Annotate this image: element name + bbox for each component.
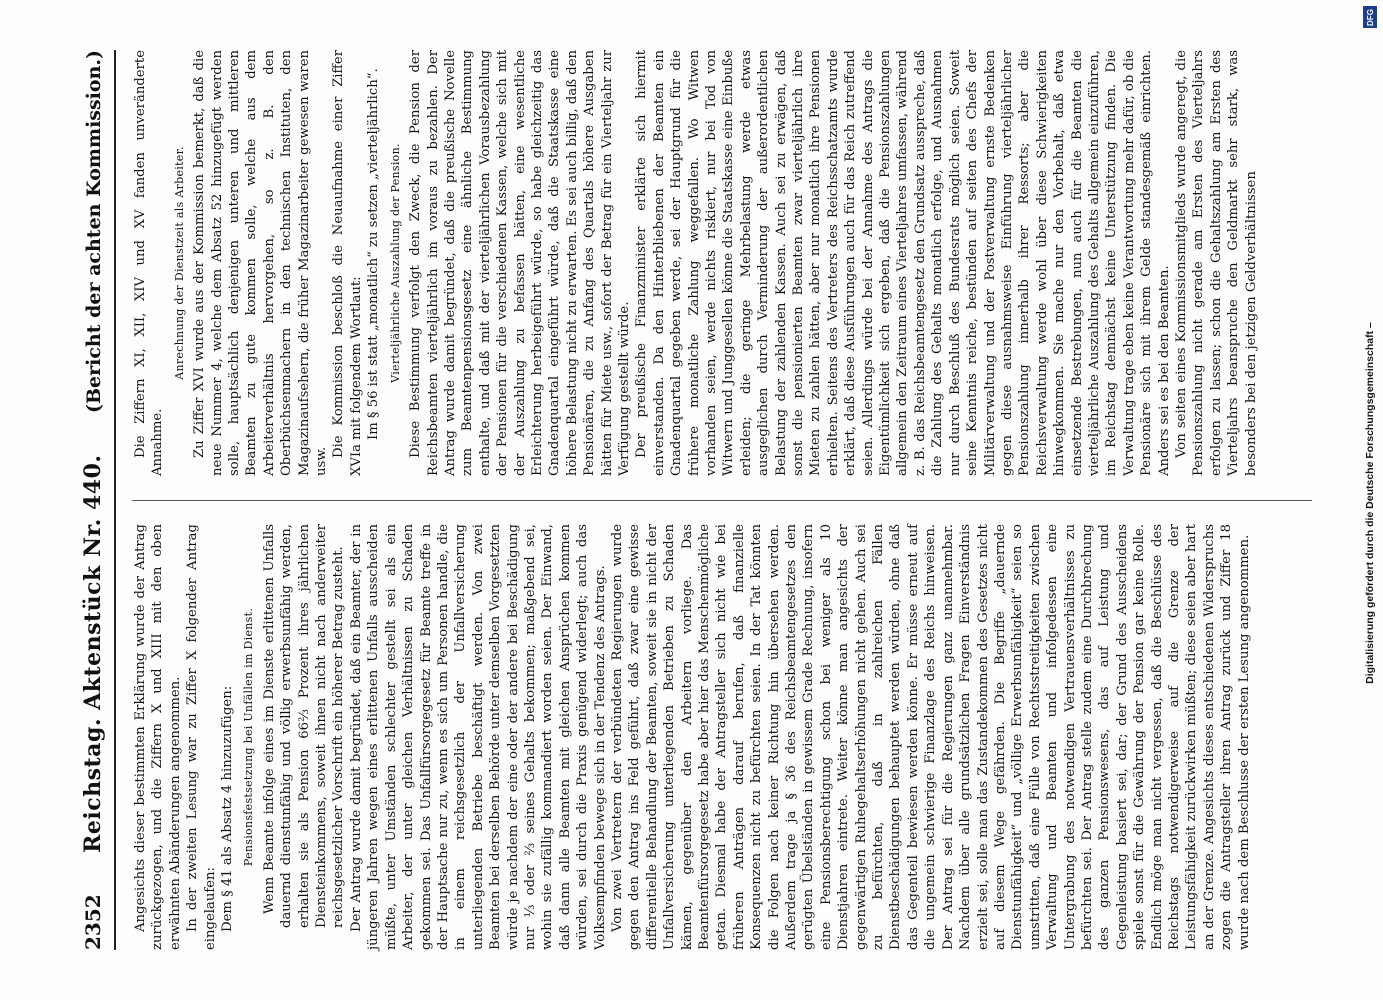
digitization-credit — [1361, 8, 1379, 998]
dfg-logo — [1363, 6, 1377, 28]
subheading: Anrechnung der Dienstzeit als Arbeiter. — [172, 146, 186, 380]
paragraph: Zu Ziffer XVI wurde aus der Kommission bemerkt, daß die neue Nummer 4, welche dem Absatz 52 hinzugefügt werden solle, hauptsächlich denjenigen unteren und mittleren Beamten zu gute kommen solle, welche aus dem Arbeiterverhältnis hervorgehen, so z. B. den Oberbüchsenmachern in den technischen Instituten, den Magazinaufsehern, die früher Magazinarbeiter gewesen waren usw. — [191, 50, 329, 476]
page-number: 2352 — [80, 894, 105, 950]
document-page — [62, 50, 1322, 950]
subheading: Vierteljährliche Auszahlung der Pension. — [388, 143, 402, 383]
right-column — [132, 50, 1260, 476]
dfg-logo-text: DFG — [1365, 8, 1375, 26]
paragraph: Die Kommission beschloß die Neuaufnahme einer Ziffer XVIa mit folgendem Wortlaut: — [330, 50, 364, 476]
subheading: Pensionsfestsetzung bei Unfällen im Dienst. — [241, 607, 255, 867]
credit-text: Digitalisierung gefördert durch die Deutsche Forschungsgemeinschaft – — [1364, 322, 1376, 684]
page-title: Reichstag. Aktenstück Nr. 440. — [79, 454, 106, 853]
paragraph: Der preußische Finanzminister erklärte sich hiermit einverstanden. Da den Hinterbliebenen der Beamten ein Gnadenquartal gegeben werde, sei der Hauptgrund für die frühere monatliche Zahlung weggefallen. Wo Witwen vorhanden seien, werde nichts riskiert, nur bei Tod von Witwern und Junggesellen könne die Staatskasse eine Einbuße erleiden; die geringe Mehrbelastung werde etwas ausgeglichen durch Verminderung der außerordentlichen Belastung der zahlenden Kassen. Auch sei zu erwägen, daß sonst die pensionierten Beamten zwar vierteljährlich ihre Mieten zu zahlen hätten, aber nur monatlich ihre Pensionen erhielten. Seitens des Vertreters des Reichsschatzamts wurde erklärt, daß diese Ausführungen auch für das Reich zutreffend seien. Allerdings würde bei der Annahme des Antrags die Eigentümlichkeit sich ergeben, daß die Pensionszahlungen allgemein den Zeitraum eines Vierteljahres umfassen, während z. B. das Reichsbeamtengesetz den Grundsatz ausspreche, daß die Zahlung des Gehalts monatlich erfolge, und Ausnahmen nur durch Beschluß des Bundesrats möglich seien. Soweit seine Kenntnis reiche, bestünden auf seiten des Chefs der Militärverwaltung und der Postverwaltung ernste Bedenken gegen diese ausnahmsweise Einführung vierteljährlicher Pensionszahlung innerhalb ihrer Ressorts; aber die Reichsverwaltung werde wohl über diese Schwierigkeiten hinwegkommen. Sie mache nur den Vorbehalt, daß etwa einsetzende Bestrebungen, nun auch für die Beamten die vierteljährliche Auszahlung des Gehalts allgemein einzuführen, im Reichstag demnächst keine Unterstützung finden. Die Verwaltung trage eben keine Verantwortung mehr dafür, ob die Pensionäre sich mit ihrem Gelde standesgemäß einrichten. Anders sei es bei den Beamten. — [633, 50, 1172, 476]
paragraph: Dem § 41 als Absatz 4 hinzuzufügen: — [219, 685, 235, 932]
paragraph: Angesichts dieser bestimmten Erklärung wurde der Antrag zurückgezogen, und die Ziffern X und XIII mit den oben erwähnten Abänderungen angenommen. — [132, 524, 183, 950]
paragraph: Von seiten eines Kommissionsmitglieds wurde angeregt, die Pensionszahlung nicht gerade am Ersten des Vierteljahrs erfolgen zu lassen; schon die Gehaltszahlung am Ersten des Vierteljahrs beanspruche den Geldmarkt sehr stark, was besonders bei den jetzigen Geldverhältnissen — [1173, 50, 1259, 476]
column-divider — [132, 500, 1312, 501]
paragraph: Der Antrag wurde damit begründet, daß ein Beamter, der in jüngeren Jahren wegen eines erlittenen Unfalls ausscheiden müßte, unter Umständen schlechter gestellt sei als ein Arbeiter, der unter gleichen Verhältnissen zu Schaden gekommen sei. Das Unfallfürsorgegesetz für Beamte treffe in der Hauptsache nur zu, wenn es sich um Personen handle, die in einem reichsgesetzlich der Unfallversicherung unterliegenden Betriebe beschäftigt werden. Von zwei Beamten bei derselben Behörde unter demselben Vorgesetzten würde je nachdem der eine oder der andere bei Beschädigung nur ⅓ oder ⅔ seines Gehalts bekommen; maßgebend sei, wohin sie zufällig kommandiert worden seien. Der Einwand, daß dann alle Beamten mit gleichen Ansprüchen kommen würden, sei durch die Praxis genügend widerlegt; auch das Volksempfinden bewege sich in der Tendenz des Antrags. — [348, 524, 608, 950]
quoted-motion: Im § 56 ist statt „monatlich“ zu setzen „vierteljährlich“. — [365, 68, 381, 440]
left-column — [132, 524, 1253, 950]
paragraph: Die Ziffern XI, XII, XIV und XV fanden unveränderte Annahme. — [132, 50, 165, 476]
paragraph: Von zwei Vertretern der verbündeten Regierungen wurde gegen den Antrag ins Feld geführt, daß zwar eine gewisse differentielle Behandlung der Beamten, soweit sie in nicht der Unfallversicherung unterliegenden Betrieben zu Schaden kämen, gegenüber den Arbeitern vorliege. Das Beamtenfürsorgegesetz habe aber hier das Menschenmögliche getan. Diesmal habe der Antragsteller sich nicht wie bei früheren Anträgen darauf berufen, daß finanzielle Konsequenzen nicht zu befürchten seien. In der Tat könnten die Folgen nach keiner Richtung hin übersehen werden. Außerdem trage ja § 36 des Reichsbeamtengesetzes den gerügten Übelständen in gewissem Grade Rechnung, insofern eine Pensionsberechtigung schon bei weniger als 10 Dienstjahren eintrete. Weiter könne man angesichts der gegenwärtigen Ruhegehaltserhöhungen nicht gehen. Auch sei zu befürchten, daß in zahlreichen Fällen Dienstbeschädigungen behauptet werden würden, ohne daß das Gegenteil bewiesen werden könne. Er müsse erneut auf die ungemein schwierige Finanzlage des Reichs hinweisen. Der Antrag sei für die Regierungen ganz unannehmbar. Nachdem über alle grundsätzlichen Fragen Einverständnis erzielt sei, solle man das Zustandekommen des Gesetzes nicht auf diesem Wege gefährden. Die Begriffe „dauernde Dienstunfähigkeit“ und „völlige Erwerbsunfähigkeit“ seien so umstritten, daß eine Fülle von Rechtsstreitigkeiten zwischen Verwaltung und Beamten und infolgedessen eine Untergrabung des notwendigen Vertrauensverhältnisses zu befürchten sei. Der Antrag stelle zudem eine Durchbrechung des ganzen Pensionswesens, das auf Leistung und Gegenleistung basiert sei, dar; der Grund des Ausscheidens spiele sonst für die Gewährung der Pension gar keine Rolle. Endlich möge man nicht vergessen, daß die Beschlüsse des Reichstags notwendigerweise auf die Grenze der Leistungsfähigkeit zurückwirken müßten; diese seien aber hart an der Grenze. Angesichts dieses entschiedenen Widerspruchs zogen die Antragsteller ihren Antrag zurück und Ziffer 18 wurde nach dem Beschlusse der ersten Lesung angenommen. — [609, 524, 1252, 950]
page-header — [80, 50, 116, 950]
quoted-motion: Wenn Beamte infolge eines im Dienste erlittenen Unfalls dauernd dienstunfähig und völlig erwerbsunfähig werden, erhalten sie als Pension 66⅔ Prozent ihres jährlichen Diensteinkommens, soweit ihnen nicht nach anderweiter reichsgesetzlicher Vorschrift ein höherer Betrag zusteht. — [261, 524, 346, 928]
paragraph: In der zweiten Lesung war zu Ziffer X folgender Antrag eingelaufen: — [184, 524, 218, 950]
section-title: (Bericht der achten Kommission.) — [82, 50, 105, 414]
paragraph: Diese Bestimmung verfolgt den Zweck, die Pension der Reichsbeamten vierteljährlich im voraus zu bezahlen. Der Antrag wurde damit begründet, daß die preußische Novelle zum Beamtenpensionsgesetz eine ähnliche Bestimmung enthalte, und daß mit der vierteljährlichen Vorausbezahlung der Pensionen für die verschiedenen Kassen, welche sich mit der Auszahlung zu befassen hätten, eine wesentliche Erleichterung herbeigeführt würde, so habe gleichzeitig das Gnadenquartal eingeführt würde, daß die Staatskasse eine höhere Belastung nicht zu erwarten. Es sei auch billig, daß den Pensionären, die zu Anfang des Quartals höhere Ausgaben hätten für Miete usw., sofort der Betrag für ein Vierteljahr zur Verfügung gestellt würde. — [407, 50, 632, 476]
